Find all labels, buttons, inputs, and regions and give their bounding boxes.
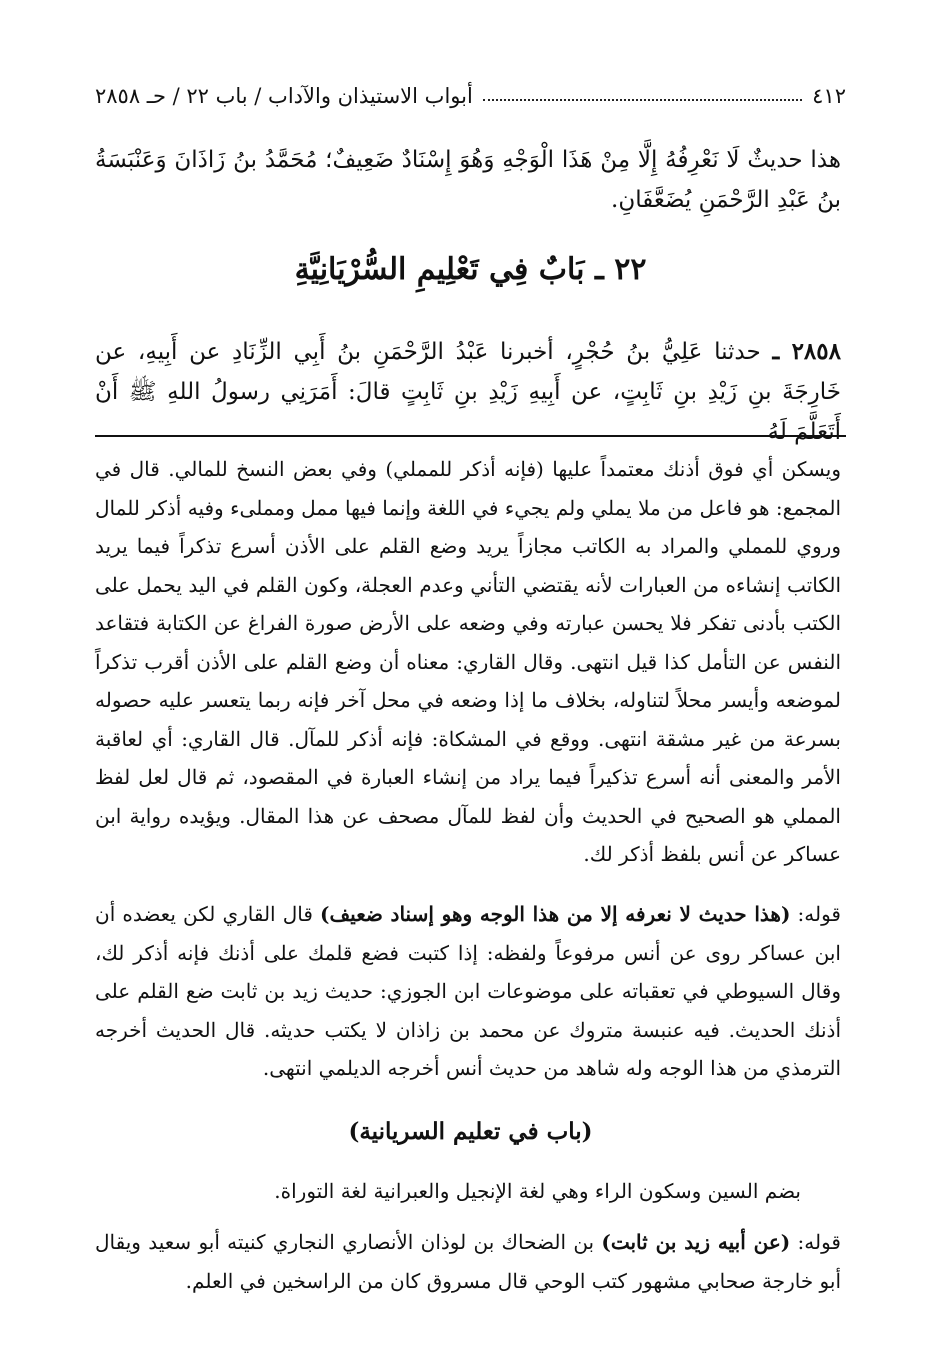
hadith-text: حدثنا عَلِيُّ بنُ حُجْرٍ، أخبرنا عَبْدُ الرَّحْمَنِ بنُ أَبِي الزِّنَادِ عن أَبِيهِ، عن خَارِجَةَ بنِ زَيْدِ بنِ ثَابِتٍ، عن أَبِيهِ زَيْدِ بنِ ثَابِتٍ قالَ: أَمَرَنِي رسولُ اللهِ ﷺ أَنْ أَتَعَلَّمَ لَهُ: [95, 339, 841, 445]
page-header: [95, 78, 846, 114]
commentary-paragraph-3: بضم السين وسكون الراء وهي لغة الإنجيل والعبرانية لغة التوراة.: [274, 1179, 801, 1203]
footnote-divider: [95, 435, 846, 437]
hadith-number: ٢٨٥٨ ـ: [772, 338, 841, 365]
quoted-phrase: (هذا حديث لا نعرفه إلا من هذا الوجه وهو إسناد ضعيف): [320, 902, 791, 926]
quoted-phrase: (عن أبيه زيد بن ثابت): [601, 1230, 791, 1254]
commentary-section-title: (باب في تعليم السريانية): [348, 1118, 593, 1145]
commentary-paragraph-4: [95, 1223, 841, 1300]
commentary-block-4: [95, 1223, 841, 1300]
dotted-leader: [483, 99, 802, 101]
chapter-title: ٢٢ ـ بَابٌ فِي تَعْلِيمِ السُّرْيَانِيَّةِ: [294, 252, 647, 287]
page-number: ٤١٢: [812, 84, 846, 108]
quote-lead: قوله:: [797, 1230, 841, 1254]
commentary-block-3: [95, 1172, 801, 1211]
commentary-paragraph-2: [95, 895, 841, 1088]
quote-lead: قوله:: [797, 902, 841, 926]
commentary-paragraph-1: ويسكن أي فوق أذنك معتمداً عليها (فإنه أذكر للمملي) وفي بعض النسخ للمالي. قال في المجمع: هو فاعل من ملا يملي ولم يجيء في اللغة وإنما فيها ممل ومملىء وفيه أذكر للمال وروي للمملي والمراد به الكاتب مجازاً يريد وضع القلم على الأذن أسرع تذكراً فيما يريد الكاتب إنشاءه من العبارات لأنه يقتضي التأني وعدم العجلة، وكون القلم في اليد يحمل على الكتب بأدنى تفكر فلا يحسن عبارته وفي وضعه على الأرض صورة الفراغ عن الكتابة فتقاعد النفس عن التأمل كذا قيل انتهى. وقال القاري: معناه أن وضع القلم على الأذن أقرب تذكراً لموضعه وأيسر محلاً لتناوله، بخلاف ما إذا وضعه في محل آخر فإنه ربما يتعسر عليه حصوله بسرعة من غير مشقة انتهى. ووقع في المشكاة: فإنه أذكر للمآل. قال القاري: أي لعاقبة الأمر والمعنى أنه أسرع تذكيراً فيما يراد من إنشاء العبارة في المقصود، ثم قال لعل لفظ المملي هو الصحيح في الحديث وأن لفظ للمآل مصحف عن هذا المقال. ويؤيده رواية ابن عساكر عن أنس بلفظ أذكر لك.: [95, 457, 841, 866]
commentary-text: قال القاري لكن يعضده أن ابن عساكر روى عن أنس مرفوعاً ولفظه: إذا كتبت فضع قلمك على أذنك فإنه أذكر لك، وقال السيوطي في تعقباته على موضوعات ابن الجوزي: حديث زيد بن ثابت ضع القلم على أذنك الحديث. فيه عنبسة متروك عن محمد بن زاذان لا يكتب حديثه. قال الحديث أخرجه الترمذي من هذا الوجه وله شاهد من حديث أنس أخرجه الديلمي انتهى.: [95, 902, 841, 1080]
commentary-text: بن الضحاك بن لوذان الأنصاري النجاري كنيته أبو سعيد ويقال أبو خارجة صحابي مشهور كتب الوحي قال مسروق كان من الراسخين في العلم.: [95, 1230, 841, 1293]
hadith-previous-ending: [95, 140, 841, 220]
commentary-block-1: [95, 450, 841, 874]
hadith-2858: [95, 332, 841, 452]
hadith-previous-text: هذا حديثٌ لَا نَعْرِفُهُ إِلَّا مِنْ هَذَا الْوَجْهِ وَهُوَ إِسْنَادٌ ضَعِيفٌ؛ مُحَمَّدُ بنُ زَاذَانَ وَعَنْبَسَةُ بنُ عَبْدِ الرَّحْمَنِ يُضَعَّفَانِ.: [95, 147, 841, 213]
running-title: أبواب الاستيذان والآداب / باب ٢٢ / حـ ٢٨٥٨: [95, 84, 473, 108]
commentary-block-2: [95, 895, 841, 1088]
